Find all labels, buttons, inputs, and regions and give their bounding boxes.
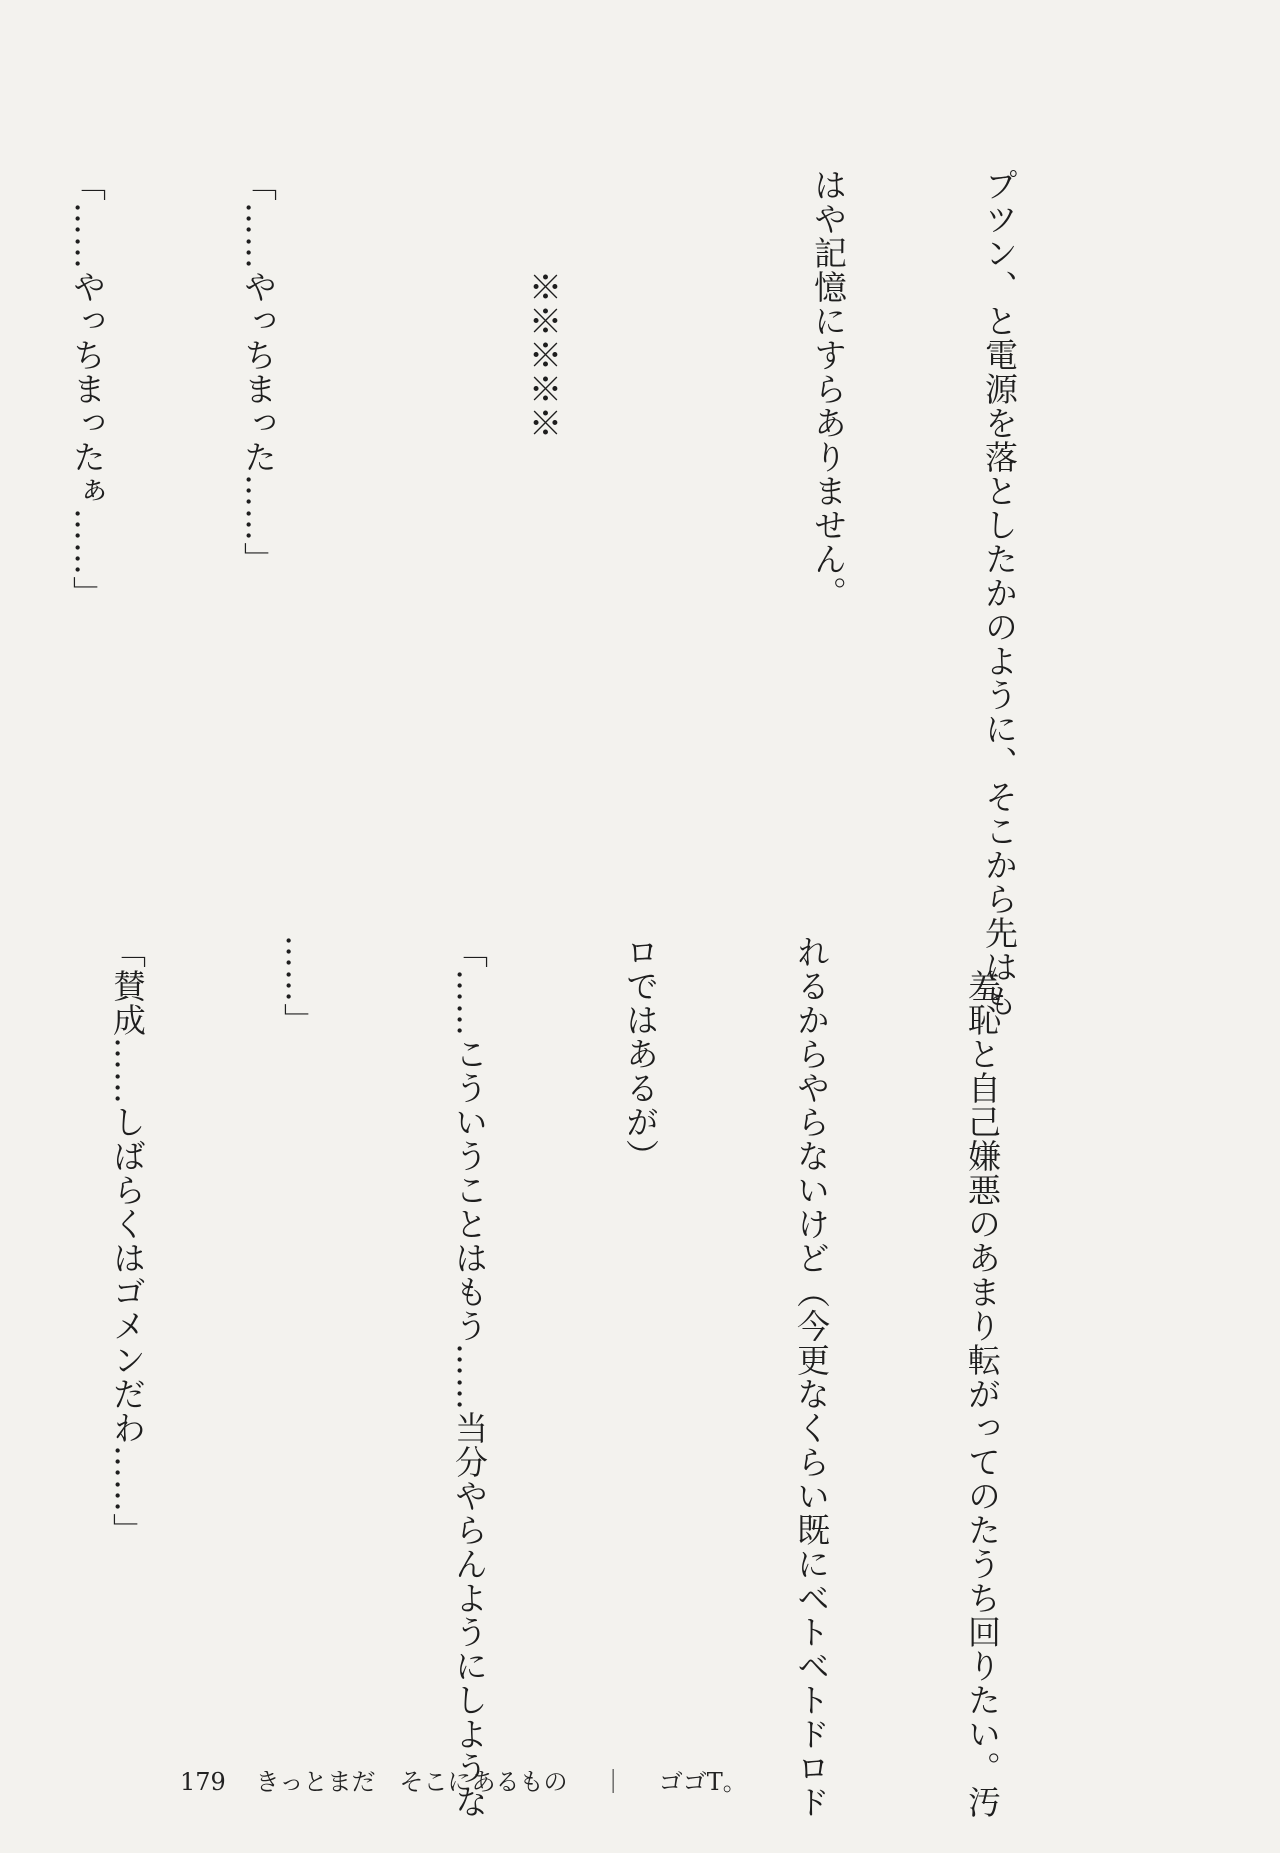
text-line: はや記憶にすらありません。 [809, 168, 848, 610]
text-line: 羞恥と自己嫌悪のあまり転がってのたうち回りたい。汚 [963, 935, 1002, 1819]
page-number: 179 [180, 1768, 226, 1796]
page-footer [180, 1762, 747, 1802]
dialogue-line: 「……こういうことはもう……当分やらんようにしような [450, 935, 489, 1819]
section-break: ※※※※※ [524, 168, 563, 440]
dialogue-line: ……」 [279, 935, 318, 1037]
author-name: ゴゴT。 [658, 1768, 747, 1796]
upper-text-block [68, 168, 1142, 1018]
dialogue-line: 「……やっちまったぁ……」 [68, 168, 107, 610]
footer-separator: ｜ [601, 1768, 626, 1796]
dialogue-line: 「……やっちまった……」 [239, 168, 278, 576]
dialogue-line: 「賛成……しばらくはゴメンだわ……」 [108, 935, 147, 1547]
text-line: れるからやらないけど（今更なくらい既にベトベトドロド [792, 935, 831, 1819]
book-title: きっとまだ そこにあるもの [255, 1768, 568, 1796]
text-line: ロではあるが） [621, 935, 660, 1173]
text-line: プツン、と電源を落としたかのように、そこから先はも [980, 168, 1019, 1018]
